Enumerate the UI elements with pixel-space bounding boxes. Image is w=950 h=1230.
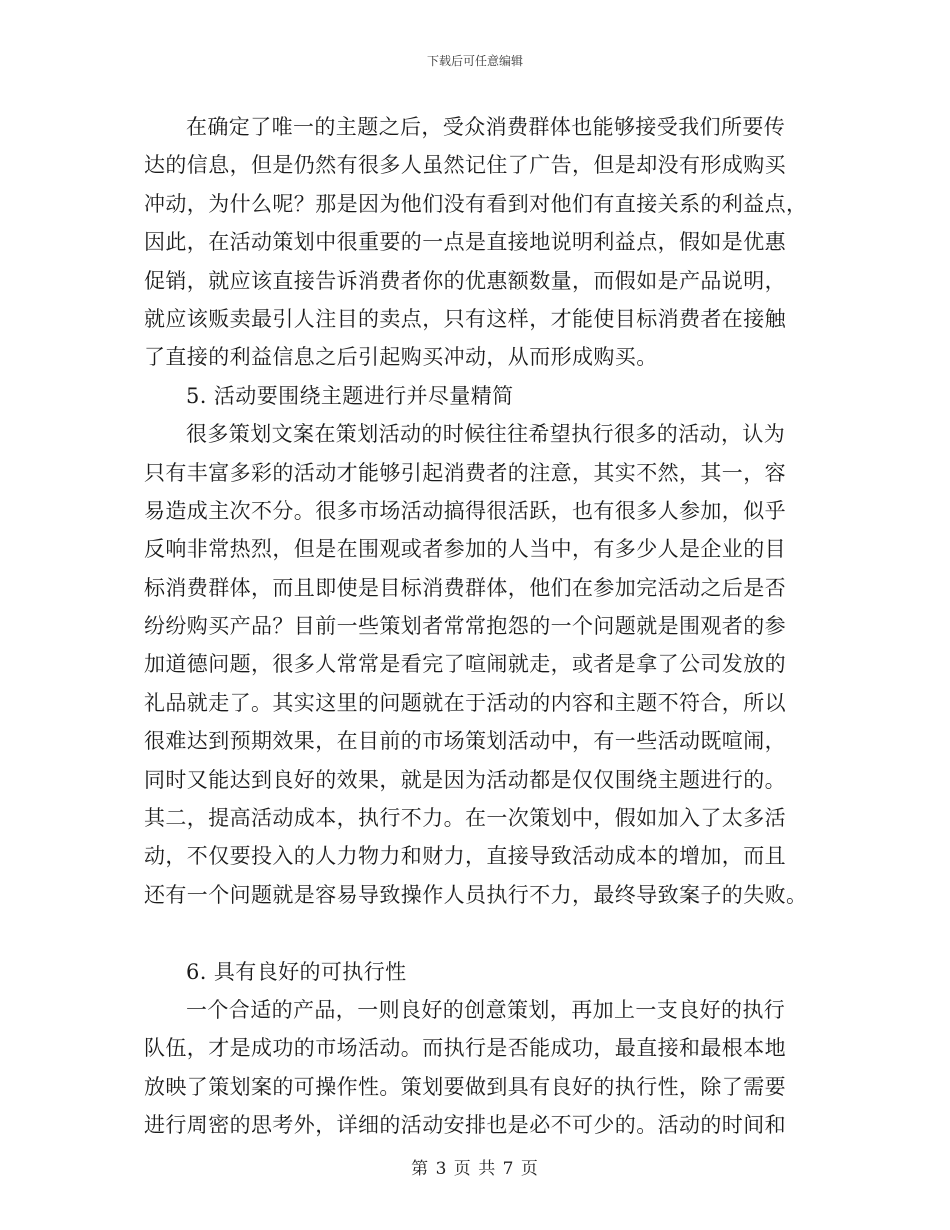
paragraph-line: 很多策划文案在策划活动的时候往往希望执行很多的活动，认为: [186, 422, 786, 447]
paragraph-gap: [144, 914, 810, 952]
paragraph-line: 在确定了唯一的主题之后，受众消费群体也能够接受我们所要传: [186, 115, 786, 139]
paragraph-line: 易造成主次不分。很多市场活动搞得很活跃，也有很多人参加，似乎: [144, 498, 786, 523]
paragraph-line: 标消费群体，而且即使是目标消费群体，他们在参加完活动之后是否: [144, 575, 786, 600]
paragraph-line: 还有一个问题就是容易导致操作人员执行不力，最终导致案子的失败。: [144, 882, 808, 907]
paragraph-line: 只有丰富多彩的活动才能够引起消费者的注意，其实不然，其一，容: [144, 460, 786, 485]
paragraph-line: 放映了策划案的可操作性。策划要做到具有良好的执行性，除了需要: [144, 1074, 786, 1099]
paragraph-line: 就应该贩卖最引人注目的卖点，只有这样，才能使目标消费者在接触: [144, 306, 786, 331]
paragraph-line: 加道德问题，很多人常常是看完了喧闹就走，或者是拿了公司发放的: [144, 652, 786, 677]
paragraph-line: 进行周密的思考外，详细的活动安排也是必不可少的。活动的时间和: [144, 1113, 786, 1138]
paragraph-line: 达的信息，但是仍然有很多人虽然记住了广告，但是却没有形成购买: [144, 153, 786, 178]
paragraph-line: 纷纷购买产品？目前一些策划者常常抱怨的一个问题就是围观者的参: [144, 614, 786, 639]
paragraph-line: 一个合适的产品，一则良好的创意策划，再加上一支良好的执行: [186, 997, 786, 1022]
paragraph-line: 了直接的利益信息之后引起购买冲动，从而形成购买。: [144, 345, 658, 370]
paragraph-line: 其二，提高活动成本，执行不力。在一次策划中，假如加入了太多活: [144, 806, 786, 831]
paragraph-line: 同时又能达到良好的效果，就是因为活动都是仅仅围绕主题进行的。: [144, 767, 786, 792]
paragraph-line: 反响非常热烈，但是在围观或者参加的人当中，有多少人是企业的目: [144, 537, 786, 562]
page-header: 下载后可任意编辑: [426, 54, 523, 68]
paragraph-line: 队伍，才是成功的市场活动。而执行是否能成功，最直接和最根本地: [144, 1036, 786, 1061]
paragraph-line: 动，不仅要投入的人力物力和财力，直接导致活动成本的增加，而且: [144, 844, 786, 869]
paragraph-line: 礼品就走了。其实这里的问题就在于活动的内容和主题不符合，所以: [144, 690, 786, 715]
paragraph-line: 促销，就应该直接告诉消费者你的优惠额数量，而假如是产品说明，: [144, 268, 786, 293]
paragraph-line: 因此，在活动策划中很重要的一点是直接地说明利益点，假如是优惠: [144, 230, 786, 255]
paragraph-line: 很难达到预期效果，在目前的市场策划活动中，有一些活动既喧闹，: [144, 729, 786, 754]
document-body: [144, 108, 810, 1145]
section-heading: 6. 具有良好的可执行性: [186, 959, 407, 984]
section-heading: 5. 活动要围绕主题进行并尽量精简: [186, 383, 514, 408]
page-footer: 第 3 页 共 7 页: [411, 1159, 539, 1179]
paragraph-line: 冲动，为什么呢？那是因为他们没有看到对他们有直接关系的利益点，: [144, 191, 808, 216]
